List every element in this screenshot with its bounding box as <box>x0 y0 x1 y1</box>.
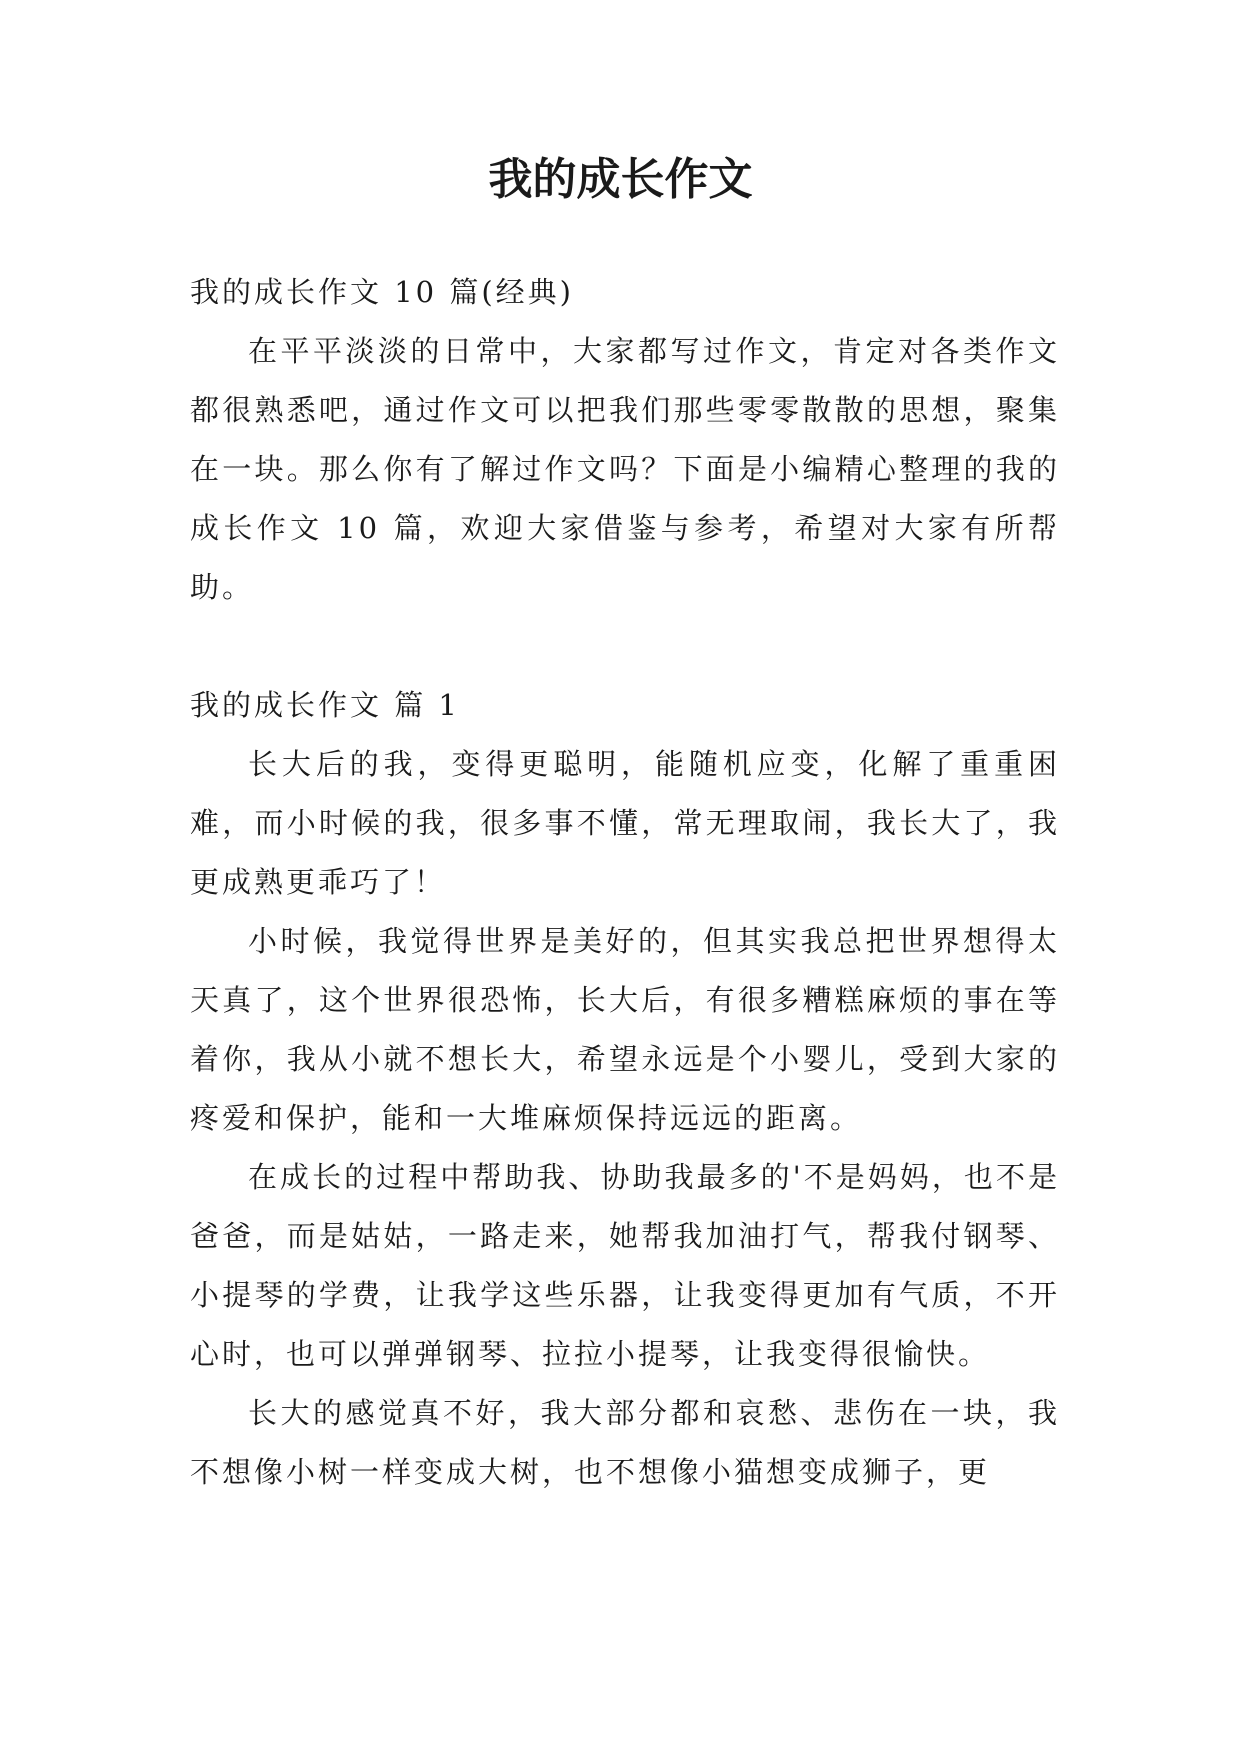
body-paragraph: 小时候，我觉得世界是美好的，但其实我总把世界想得太天真了，这个世界很恐怖，长大后，有很多糟糕麻烦的事在等着你，我从小就不想长大，希望永远是个小婴儿，受到大家的疼爱和保护，能和一大堆麻烦保持远远的距离。 <box>190 924 1060 1135</box>
body-paragraph: 长大的感觉真不好，我大部分都和哀愁、悲伤在一块，我不想像小树一样变成大树，也不想像小猫想变成狮子，更 <box>190 1396 1060 1489</box>
section-heading: 我的成长作文 篇 1 <box>190 688 460 722</box>
intro-paragraph: 在平平淡淡的日常中，大家都写过作文，肯定对各类作文都很熟悉吧，通过作文可以把我们那些零零散散的思想，聚集在一块。那么你有了解过作文吗？下面是小编精心整理的我的成长作文 10 篇，欢迎大家借鉴与参考，希望对大家有所帮助。 <box>190 334 1060 604</box>
section-spacer <box>190 617 1060 676</box>
document-subtitle: 我的成长作文 10 篇(经典) <box>190 275 574 309</box>
document-body <box>190 263 1060 1502</box>
document-title: 我的成长作文 <box>488 154 753 205</box>
body-paragraph: 在成长的过程中帮助我、协助我最多的'不是妈妈，也不是爸爸，而是姑姑，一路走来，她帮我加油打气，帮我付钢琴、小提琴的学费，让我学这些乐器，让我变得更加有气质，不开心时，也可以弹弹钢琴、拉拉小提琴，让我变得很愉快。 <box>190 1160 1060 1371</box>
body-paragraph: 长大后的我，变得更聪明，能随机应变，化解了重重困难，而小时候的我，很多事不懂，常无理取闹，我长大了，我更成熟更乖巧了！ <box>190 747 1060 899</box>
